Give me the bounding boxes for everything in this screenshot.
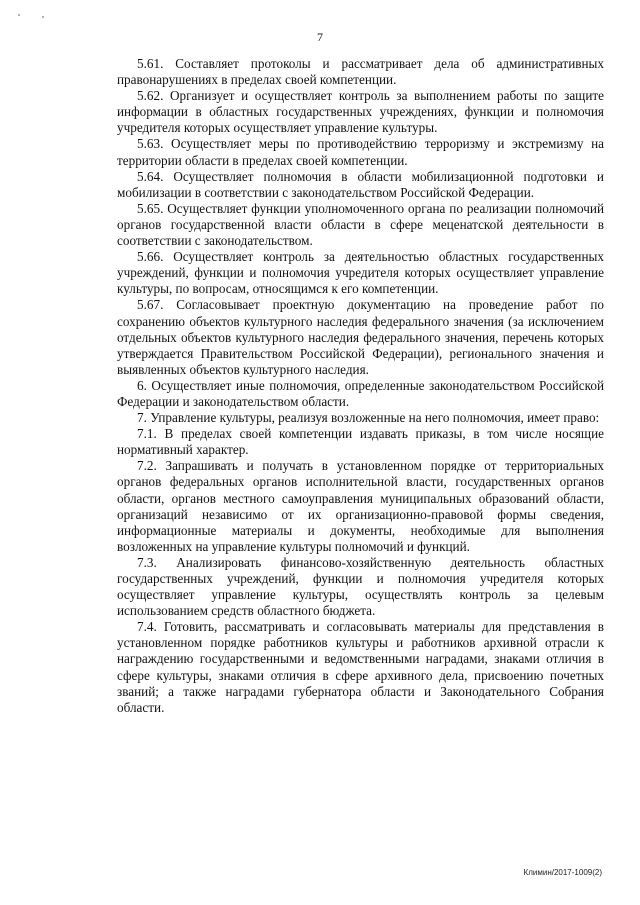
paragraph-5-67: 5.67. Согласовывает проектную документацию на проведение работ по сохранению объектов культурного наследия федерального значения (за исключением отдельных объектов культурного наследия федерального значения, перечень которых утверждается Правительством Российской Федерации), регионального значения и выявленных объектов культурного наследия. <box>117 297 604 377</box>
paragraph-5-65: 5.65. Осуществляет функции уполномоченного органа по реализации полномочий органов государственной власти области в сфере меценатской деятельности в соответствии с законодательством. <box>117 200 604 249</box>
paragraph-7-2: 7.2. Запрашивать и получать в установленном порядке от территориальных органов федеральных органов исполнительной власти, государственных органов области, органов местного самоуправления муниципальных образований области, организаций независимо от их организационно-правовой формы сведения, информационные материалы и документы, необходимые для выполнения возложенных на управление культуры полномочий и функций. <box>117 458 604 554</box>
paragraph-5-64: 5.64. Осуществляет полномочия в области мобилизационной подготовки и мобилизации в соответствии с законодательством Российской Федерации. <box>117 168 604 200</box>
paragraph-5-66: 5.66. Осуществляет контроль за деятельностью областных государственных учреждений, функции и полномочия учредителя которых осуществляет управление культуры, по вопросам, относящимся к его компетенции. <box>117 249 604 297</box>
page-number: 7 <box>317 30 323 44</box>
scan-speck <box>42 16 44 18</box>
paragraph-7-3: 7.3. Анализировать финансово-хозяйственную деятельность областных государственных учреждений, функции и полномочия учредителя которых осуществляет управление культуры, осуществлять контроль за целевым использованием средств областного бюджета. <box>117 554 604 619</box>
paragraph-7-4: 7.4. Готовить, рассматривать и согласовывать материалы для представления в установленном порядке работников культуры и работников архивной отрасли к награждению государственными и ведомственными наградами, знаками отличия в сфере культуры, знаками отличия в сфере архивного дела, присвоению почетных званий; а также наградами губернатора области и Законодательного Собрания области. <box>117 619 604 715</box>
scan-speck <box>18 14 20 16</box>
paragraph-7-1: 7.1. В пределах своей компетенции издавать приказы, в том числе носящие нормативный характер. <box>117 426 604 458</box>
paragraph-5-62: 5.62. Организует и осуществляет контроль за выполнением работы по защите информации в областных государственных учреждениях, функции и полномочия учредителя которых осуществляет управление культуры. <box>117 88 604 136</box>
document-code: Климин/2017-1009(2) <box>523 868 602 877</box>
paragraph-6: 6. Осуществляет иные полномочия, определенные законодательством Российской Федерации и законодательством области. <box>117 377 604 409</box>
paragraph-5-61: 5.61. Составляет протоколы и рассматривает дела об административных правонарушениях в пределах своей компетенции. <box>117 56 604 88</box>
document-body <box>117 56 604 716</box>
paragraph-7: 7. Управление культуры, реализуя возложенные на него полномочия, имеет право: <box>137 410 600 426</box>
paragraph-5-63: 5.63. Осуществляет меры по противодействию терроризму и экстремизму на территории области в пределах своей компетенции. <box>117 136 604 168</box>
